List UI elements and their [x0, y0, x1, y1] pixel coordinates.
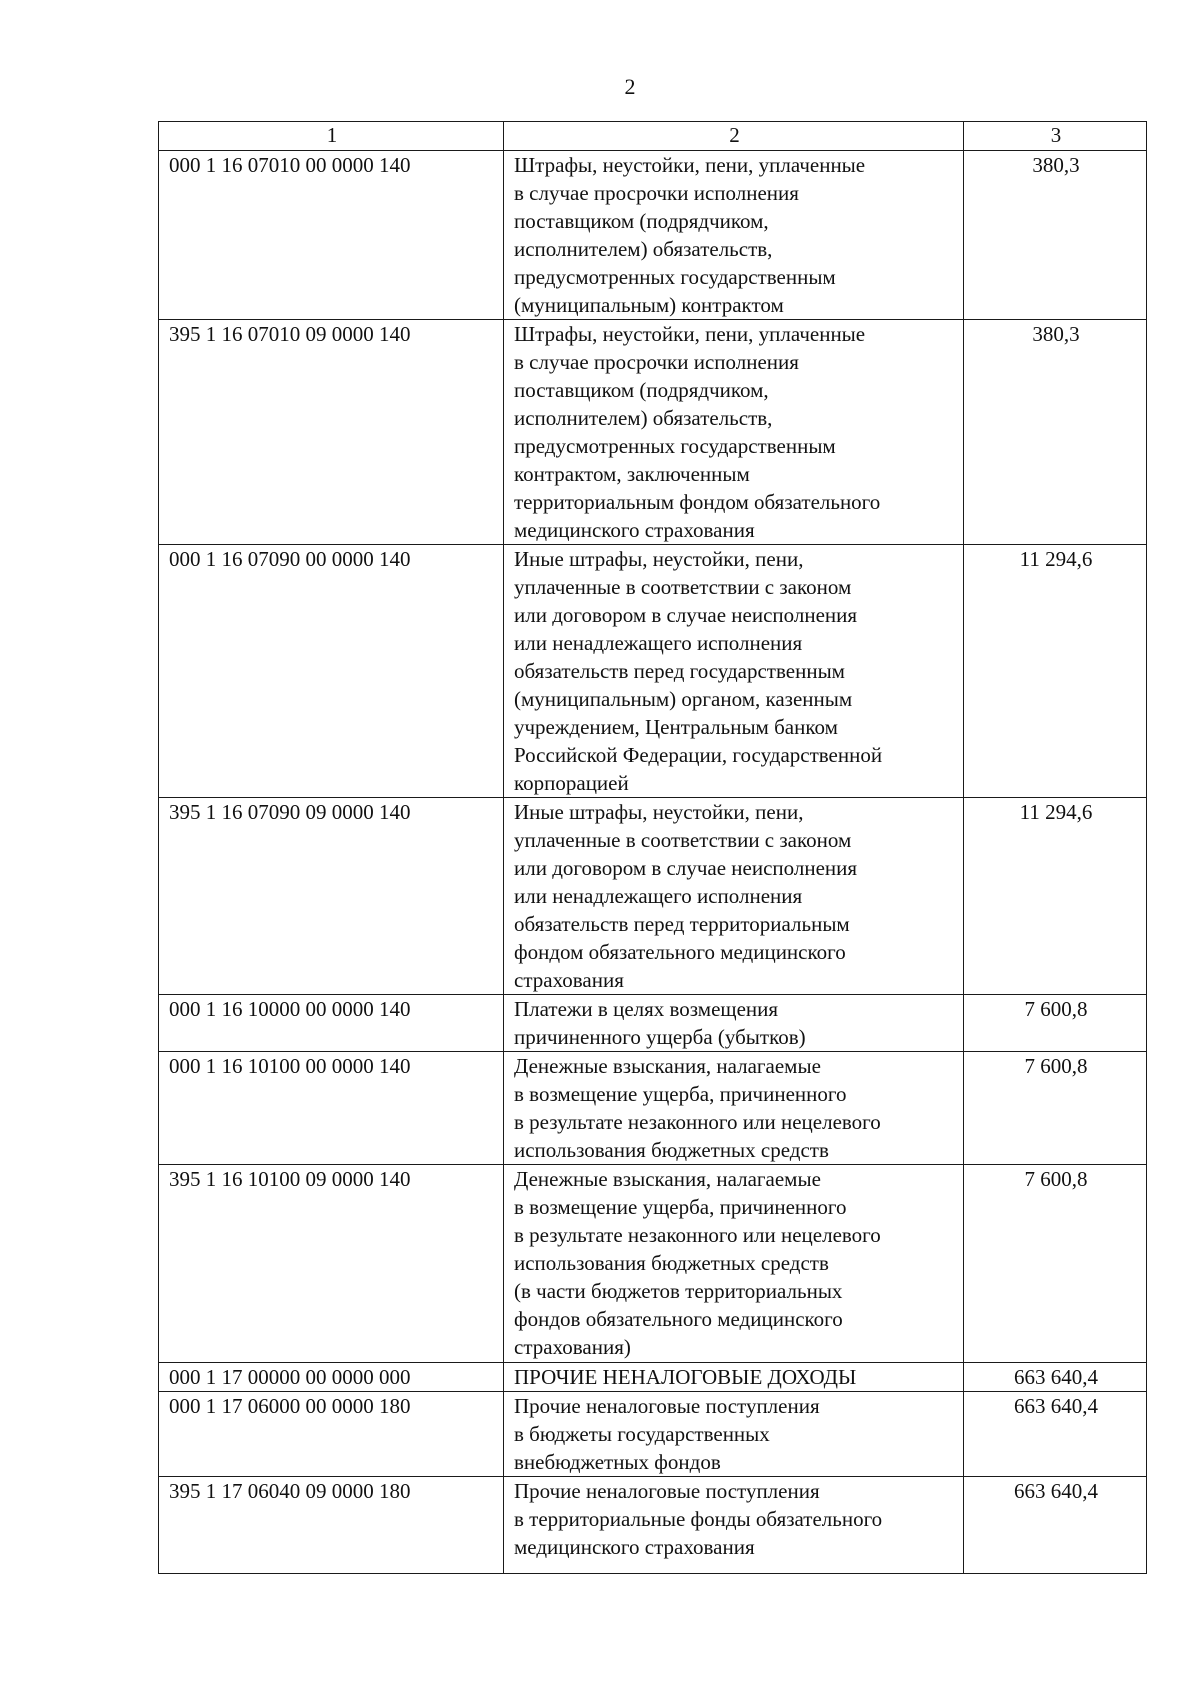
row-amount: 7 600,8 [964, 1052, 1147, 1165]
row-amount: 380,3 [964, 320, 1147, 545]
row-code: 000 1 17 00000 00 0000 000 [159, 1363, 504, 1392]
table-body [159, 151, 1147, 1574]
header-row [159, 122, 1147, 151]
row-name: Иные штрафы, неустойки, пени, уплаченные в соответствии с законом или договором в случае неисполнения или ненадлежащего исполнения обязательств перед государственным (муниципальным) органом, казенным учреждением, Центральным банком Российской Федерации, государственной корпорацией [504, 545, 964, 798]
column-header-2: 2 [504, 122, 964, 151]
row-code: 000 1 16 07090 00 0000 140 [159, 545, 504, 798]
table-row [159, 151, 1147, 320]
row-amount: 11 294,6 [964, 545, 1147, 798]
row-code: 395 1 16 10100 09 0000 140 [159, 1165, 504, 1363]
row-amount: 380,3 [964, 151, 1147, 320]
row-amount: 11 294,6 [964, 798, 1147, 995]
row-name: Денежные взыскания, налагаемые в возмещение ущерба, причиненного в результате незаконного или нецелевого использования бюджетных средств (в части бюджетов территориальных фондов обязательного медицинского страхования) [504, 1165, 964, 1363]
table-header [159, 122, 1147, 151]
row-amount: 663 640,4 [964, 1477, 1147, 1574]
table-row [159, 995, 1147, 1052]
row-name: Денежные взыскания, налагаемые в возмещение ущерба, причиненного в результате незаконного или нецелевого использования бюджетных средств [504, 1052, 964, 1165]
column-header-1: 1 [159, 122, 504, 151]
row-amount: 7 600,8 [964, 1165, 1147, 1363]
row-code: 000 1 16 10100 00 0000 140 [159, 1052, 504, 1165]
row-name: Штрафы, неустойки, пени, уплаченные в случае просрочки исполнения поставщиком (подрядчиком, исполнителем) обязательств, предусмотренных государственным (муниципальным) контрактом [504, 151, 964, 320]
table-row [159, 545, 1147, 798]
row-code: 000 1 17 06000 00 0000 180 [159, 1392, 504, 1477]
row-amount: 663 640,4 [964, 1363, 1147, 1392]
row-name: Штрафы, неустойки, пени, уплаченные в случае просрочки исполнения поставщиком (подрядчиком, исполнителем) обязательств, предусмотренных государственным контрактом, заключенным территориальным фондом обязательного медицинского страхования [504, 320, 964, 545]
table-row [159, 1477, 1147, 1574]
row-code: 395 1 16 07010 09 0000 140 [159, 320, 504, 545]
row-name: Прочие неналоговые поступления в бюджеты государственных внебюджетных фондов [504, 1392, 964, 1477]
row-code: 395 1 16 07090 09 0000 140 [159, 798, 504, 995]
row-amount: 663 640,4 [964, 1392, 1147, 1477]
table-row [159, 1052, 1147, 1165]
row-name: Прочие неналоговые поступления в территориальные фонды обязательного медицинского страхования [504, 1477, 964, 1574]
row-name: ПРОЧИЕ НЕНАЛОГОВЫЕ ДОХОДЫ [504, 1363, 964, 1392]
revenue-table [158, 121, 1147, 1574]
row-code: 395 1 17 06040 09 0000 180 [159, 1477, 504, 1574]
row-name: Иные штрафы, неустойки, пени, уплаченные в соответствии с законом или договором в случае неисполнения или ненадлежащего исполнения обязательств перед территориальным фондом обязательного медицинского страхования [504, 798, 964, 995]
table-row [159, 1363, 1147, 1392]
table-row [159, 798, 1147, 995]
row-name: Платежи в целях возмещения причиненного ущерба (убытков) [504, 995, 964, 1052]
table-row [159, 1392, 1147, 1477]
page-number: 2 [624, 74, 636, 99]
row-code: 000 1 16 07010 00 0000 140 [159, 151, 504, 320]
table-row [159, 320, 1147, 545]
row-code: 000 1 16 10000 00 0000 140 [159, 995, 504, 1052]
table-row [159, 1165, 1147, 1363]
column-header-3: 3 [964, 122, 1147, 151]
row-amount: 7 600,8 [964, 995, 1147, 1052]
